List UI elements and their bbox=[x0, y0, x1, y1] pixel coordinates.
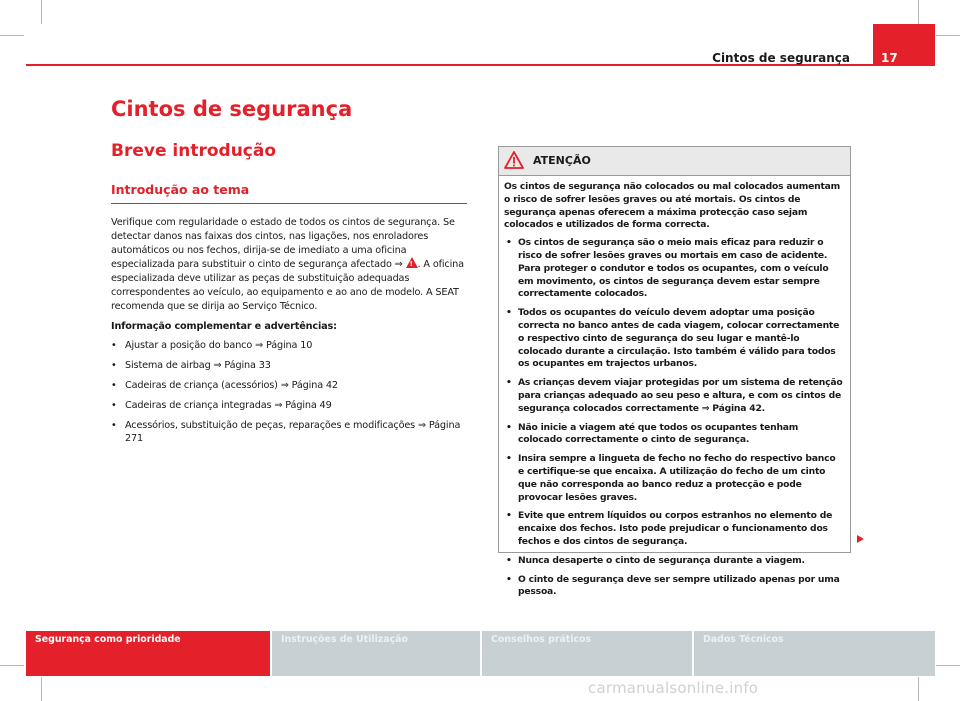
reference-item[interactable]: • Cadeiras de criança integradas ⇒ Página 49 bbox=[111, 399, 467, 413]
crop-mark bbox=[0, 665, 24, 666]
crop-mark bbox=[0, 35, 24, 36]
section-title: Breve introdução bbox=[111, 141, 277, 161]
warning-item: • Insira sempre a lingueta de fecho no fecho do respectivo banco e certifique-se que encaixa. A utilização do fecho de um cinto que não corresponda ao banco reduz a protecção e pode provocar lesões graves. bbox=[504, 453, 844, 504]
intro-paragraph bbox=[111, 216, 467, 314]
warning-item: • Não inicie a viagem até que todos os ocupantes tenham colocado correctamente o cinto de segurança. bbox=[504, 422, 844, 448]
warning-item: • Os cintos de segurança são o meio mais eficaz para reduzir o risco de sofrer lesões graves ou mortais em caso de acidente. Para proteger o condutor e todos os ocupantes, com o veículo em movimento, os cintos de segurança devem estar sempre correctamente colocados. bbox=[504, 237, 844, 301]
page-title: Cintos de segurança bbox=[111, 97, 353, 121]
crop-mark bbox=[918, 677, 919, 701]
warning-triangle-icon bbox=[406, 257, 418, 268]
reference-item[interactable]: • Acessórios, substituição de peças, reparações e modificações ⇒ Página 271 bbox=[111, 419, 467, 447]
intro-text-part1: Verifique com regularidade o estado de todos os cintos de segurança. Se detectar danos nas faixas dos cintos, nas ligações, nos enroladores automáticos ou nos fechos, dirija-se de imediato a uma oficina especializada para substituir o cinto de segurança afectado ⇒ bbox=[111, 217, 455, 271]
tab-dados-tecnicos[interactable]: Dados Técnicos bbox=[694, 631, 935, 676]
intro-text-part2: . A oficina especializada deve utilizar as peças de substituição adequadas correspondentes ao veículo, ao equipamento e ao ano de modelo. A SEAT recomenda que se dirija ao Serviço Técnico. bbox=[111, 259, 464, 312]
warning-body bbox=[499, 176, 850, 599]
subsection-title: Introdução ao tema bbox=[111, 182, 250, 197]
warning-list bbox=[504, 237, 844, 599]
crop-mark bbox=[41, 0, 42, 24]
watermark: carmanualsonline.info bbox=[588, 679, 759, 697]
continue-arrow-icon bbox=[857, 535, 864, 543]
reference-list bbox=[111, 339, 467, 446]
warning-item: • Evite que entrem líquidos ou corpos estranhos no elemento de encaixe dos fechos. Isto pode prejudicar o funcionamento dos fechos e dos cintos de segurança. bbox=[504, 510, 844, 548]
tab-conselhos[interactable]: Conselhos práticos bbox=[482, 631, 692, 676]
warning-triangle-icon bbox=[504, 151, 524, 169]
info-heading: Informação complementar e advertências: bbox=[111, 320, 337, 332]
subsection-rule bbox=[111, 203, 467, 204]
page-number: 17 bbox=[881, 51, 898, 65]
warning-item[interactable]: • As crianças devem viajar protegidas por um sistema de retenção para crianças adequado ao seu peso e altura, e com os cintos de segurança colocados correctamente ⇒ Página 42. bbox=[504, 377, 844, 415]
crop-mark bbox=[41, 677, 42, 701]
running-title: Cintos de segurança bbox=[712, 51, 850, 65]
warning-item: • O cinto de segurança deve ser sempre utilizado apenas por uma pessoa. bbox=[504, 574, 844, 600]
warning-header bbox=[499, 147, 850, 176]
warning-item: • Todos os ocupantes do veículo devem adoptar uma posição correcta no banco antes de cada viagem, colocar correctamente o respectivo cinto de segurança do seu lugar e mantê-lo colocado durante a circulação. Isto também é válido para todos os ocupantes em trajectos urbanos. bbox=[504, 307, 844, 371]
tab-seguranca[interactable]: Segurança como prioridade bbox=[26, 631, 270, 676]
crop-mark bbox=[936, 665, 960, 666]
reference-item[interactable]: • Cadeiras de criança (acessórios) ⇒ Página 42 bbox=[111, 379, 467, 393]
intro-text-block bbox=[111, 216, 467, 452]
reference-item[interactable]: • Ajustar a posição do banco ⇒ Página 10 bbox=[111, 339, 467, 353]
warning-intro: Os cintos de segurança não colocados ou mal colocados aumentam o risco de sofrer lesões graves ou até mortais. Os cintos de segurança apenas oferecem a máxima protecção caso sejam colocados e utilizados de forma correcta. bbox=[504, 181, 841, 231]
crop-mark bbox=[936, 35, 960, 36]
tab-instrucoes[interactable]: Instruções de Utilização bbox=[272, 631, 480, 676]
warning-item: • Nunca desaperte o cinto de segurança durante a viagem. bbox=[504, 555, 844, 568]
reference-item[interactable]: • Sistema de airbag ⇒ Página 33 bbox=[111, 359, 467, 373]
warning-title: ATENÇÃO bbox=[533, 154, 591, 167]
warning-box bbox=[498, 146, 851, 598]
crop-mark bbox=[918, 0, 919, 24]
